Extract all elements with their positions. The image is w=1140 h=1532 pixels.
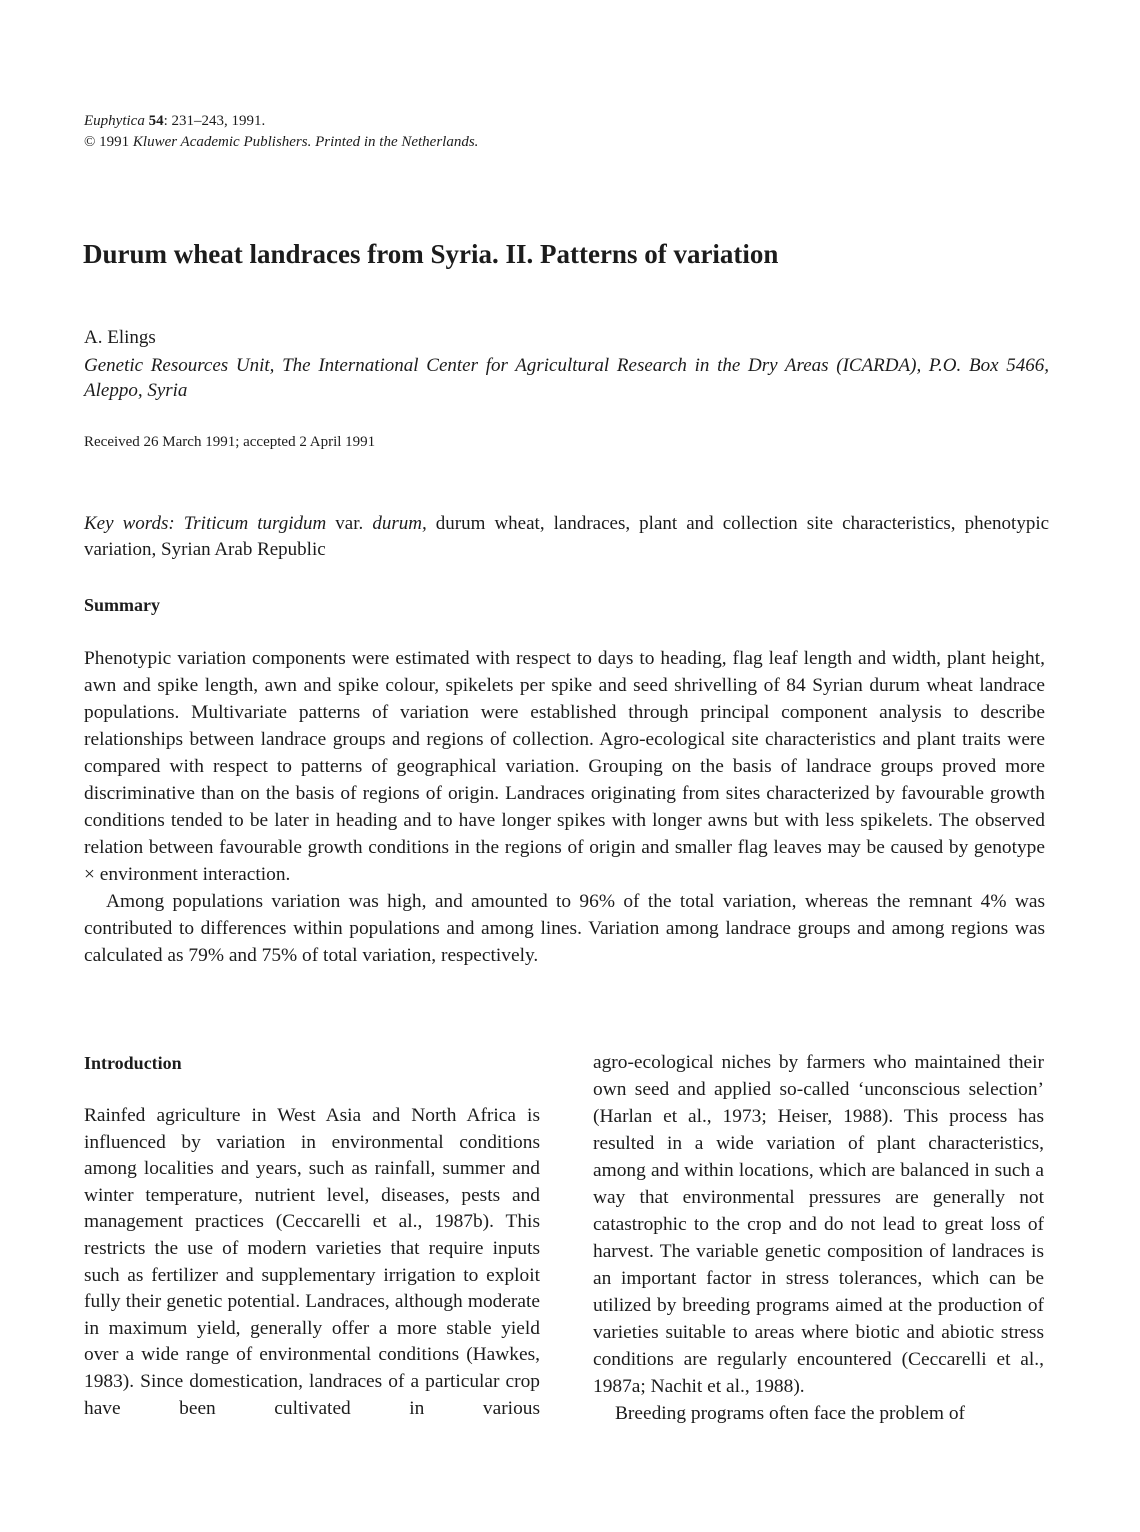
citation-line: [84, 111, 478, 132]
introduction-paragraph-1: Rainfed agriculture in West Asia and North Africa is influenced by variation in environmental conditions among localities and years, such as rainfall, summer and winter temperature, nutrient level, diseases, pests and management practices (Ceccarelli et al., 1987b). This restricts the use of modern varieties that require inputs such as fertilizer and supplementary irrigation to exploit fully their genetic potential. Landraces, although moderate in maximum yield, generally offer a more stable yield over a wide range of environmental conditions (Hawkes, 1983). Since domestication, landraces of a particular crop have been cultivated in various: [84, 1105, 540, 1419]
copyright-line: [84, 132, 478, 153]
copyright-year: 1991: [99, 134, 130, 150]
keywords-list: durum wheat, landraces, plant and collection site characteristics, phenotypic variation, Syrian Arab Republic: [84, 513, 1050, 560]
author-affiliation: Genetic Resources Unit, The International Center for Agricultural Research in the Dry Areas (ICARDA), P.O. Box 5466, Aleppo, Syria: [84, 355, 1049, 401]
introduction-paragraph-2: Breeding programs often face the problem of: [615, 1403, 965, 1424]
article-title: Durum wheat landraces from Syria. II. Patterns of variation: [83, 239, 779, 269]
keywords-species: Triticum turgidum: [183, 513, 327, 534]
summary-paragraph-2: Among populations variation was high, and amounted to 96% of the total variation, whereas the remnant 4% was contributed to differences within populations and among lines. Variation among landrace groups and among regions was calculated as 79% and 75% of total variation, respectively.: [84, 891, 1045, 966]
keywords-label: Key words:: [84, 513, 175, 534]
author-name: A. Elings: [84, 327, 156, 348]
introduction-paragraph-1-continued: agro-ecological niches by farmers who maintained their own seed and applied so-called ‘unconscious selection’ (Harlan et al., 1973; Heiser, 1988). This process has resulted in a wide variation of plant characteristics, among and within locations, which are balanced in such a way that environmental pressures are generally not catastrophic to the crop and do not lead to great loss of harvest. The variable genetic composition of landraces is an important factor in stress tolerances, which can be utilized by breeding programs aimed at the production of varieties suitable to areas where biotic and abiotic stress conditions are regularly encountered (Ceccarelli et al., 1987a; Nachit et al., 1988).: [593, 1052, 1044, 1397]
keywords: [84, 511, 1049, 563]
received-dates: Received 26 March 1991; accepted 2 April 1991: [84, 434, 376, 450]
journal-name: Euphytica: [84, 113, 145, 129]
journal-citation: [84, 111, 478, 153]
publisher: Kluwer Academic Publishers. Printed in the Netherlands.: [132, 134, 479, 150]
journal-pages-year: : 231–243, 1991.: [163, 113, 266, 129]
introduction-right-column: [593, 1049, 1044, 1427]
summary-body: [84, 645, 1045, 969]
summary-paragraph-1: Phenotypic variation components were estimated with respect to days to heading, flag leaf length and width, plant height, awn and spike length, awn and spike colour, spikelets per spike and seed shrivelling of 84 Syrian durum wheat landrace populations. Multivariate patterns of variation were established through principal component analysis to describe relationships between landrace groups and regions of collection. Agro-ecological site characteristics and plant traits were compared with respect to patterns of geographical variation. Grouping on the basis of landrace groups proved more discriminative than on the basis of regions of origin. Landraces originating from sites characterized by favourable growth conditions tended to be later in heading and to have longer spikes with longer awns but with less spikelets. The observed relation between favourable growth conditions in the regions of origin and smaller flag leaves may be caused by genotype × environment interaction.: [84, 648, 1045, 885]
keywords-variety: durum,: [372, 513, 427, 534]
keywords-var: var.: [335, 513, 364, 534]
summary-heading: Summary: [84, 595, 160, 615]
journal-volume: 54: [148, 113, 164, 129]
introduction-left-column: [84, 1103, 540, 1422]
introduction-heading: Introduction: [84, 1053, 182, 1073]
copyright-symbol: ©: [84, 134, 96, 150]
